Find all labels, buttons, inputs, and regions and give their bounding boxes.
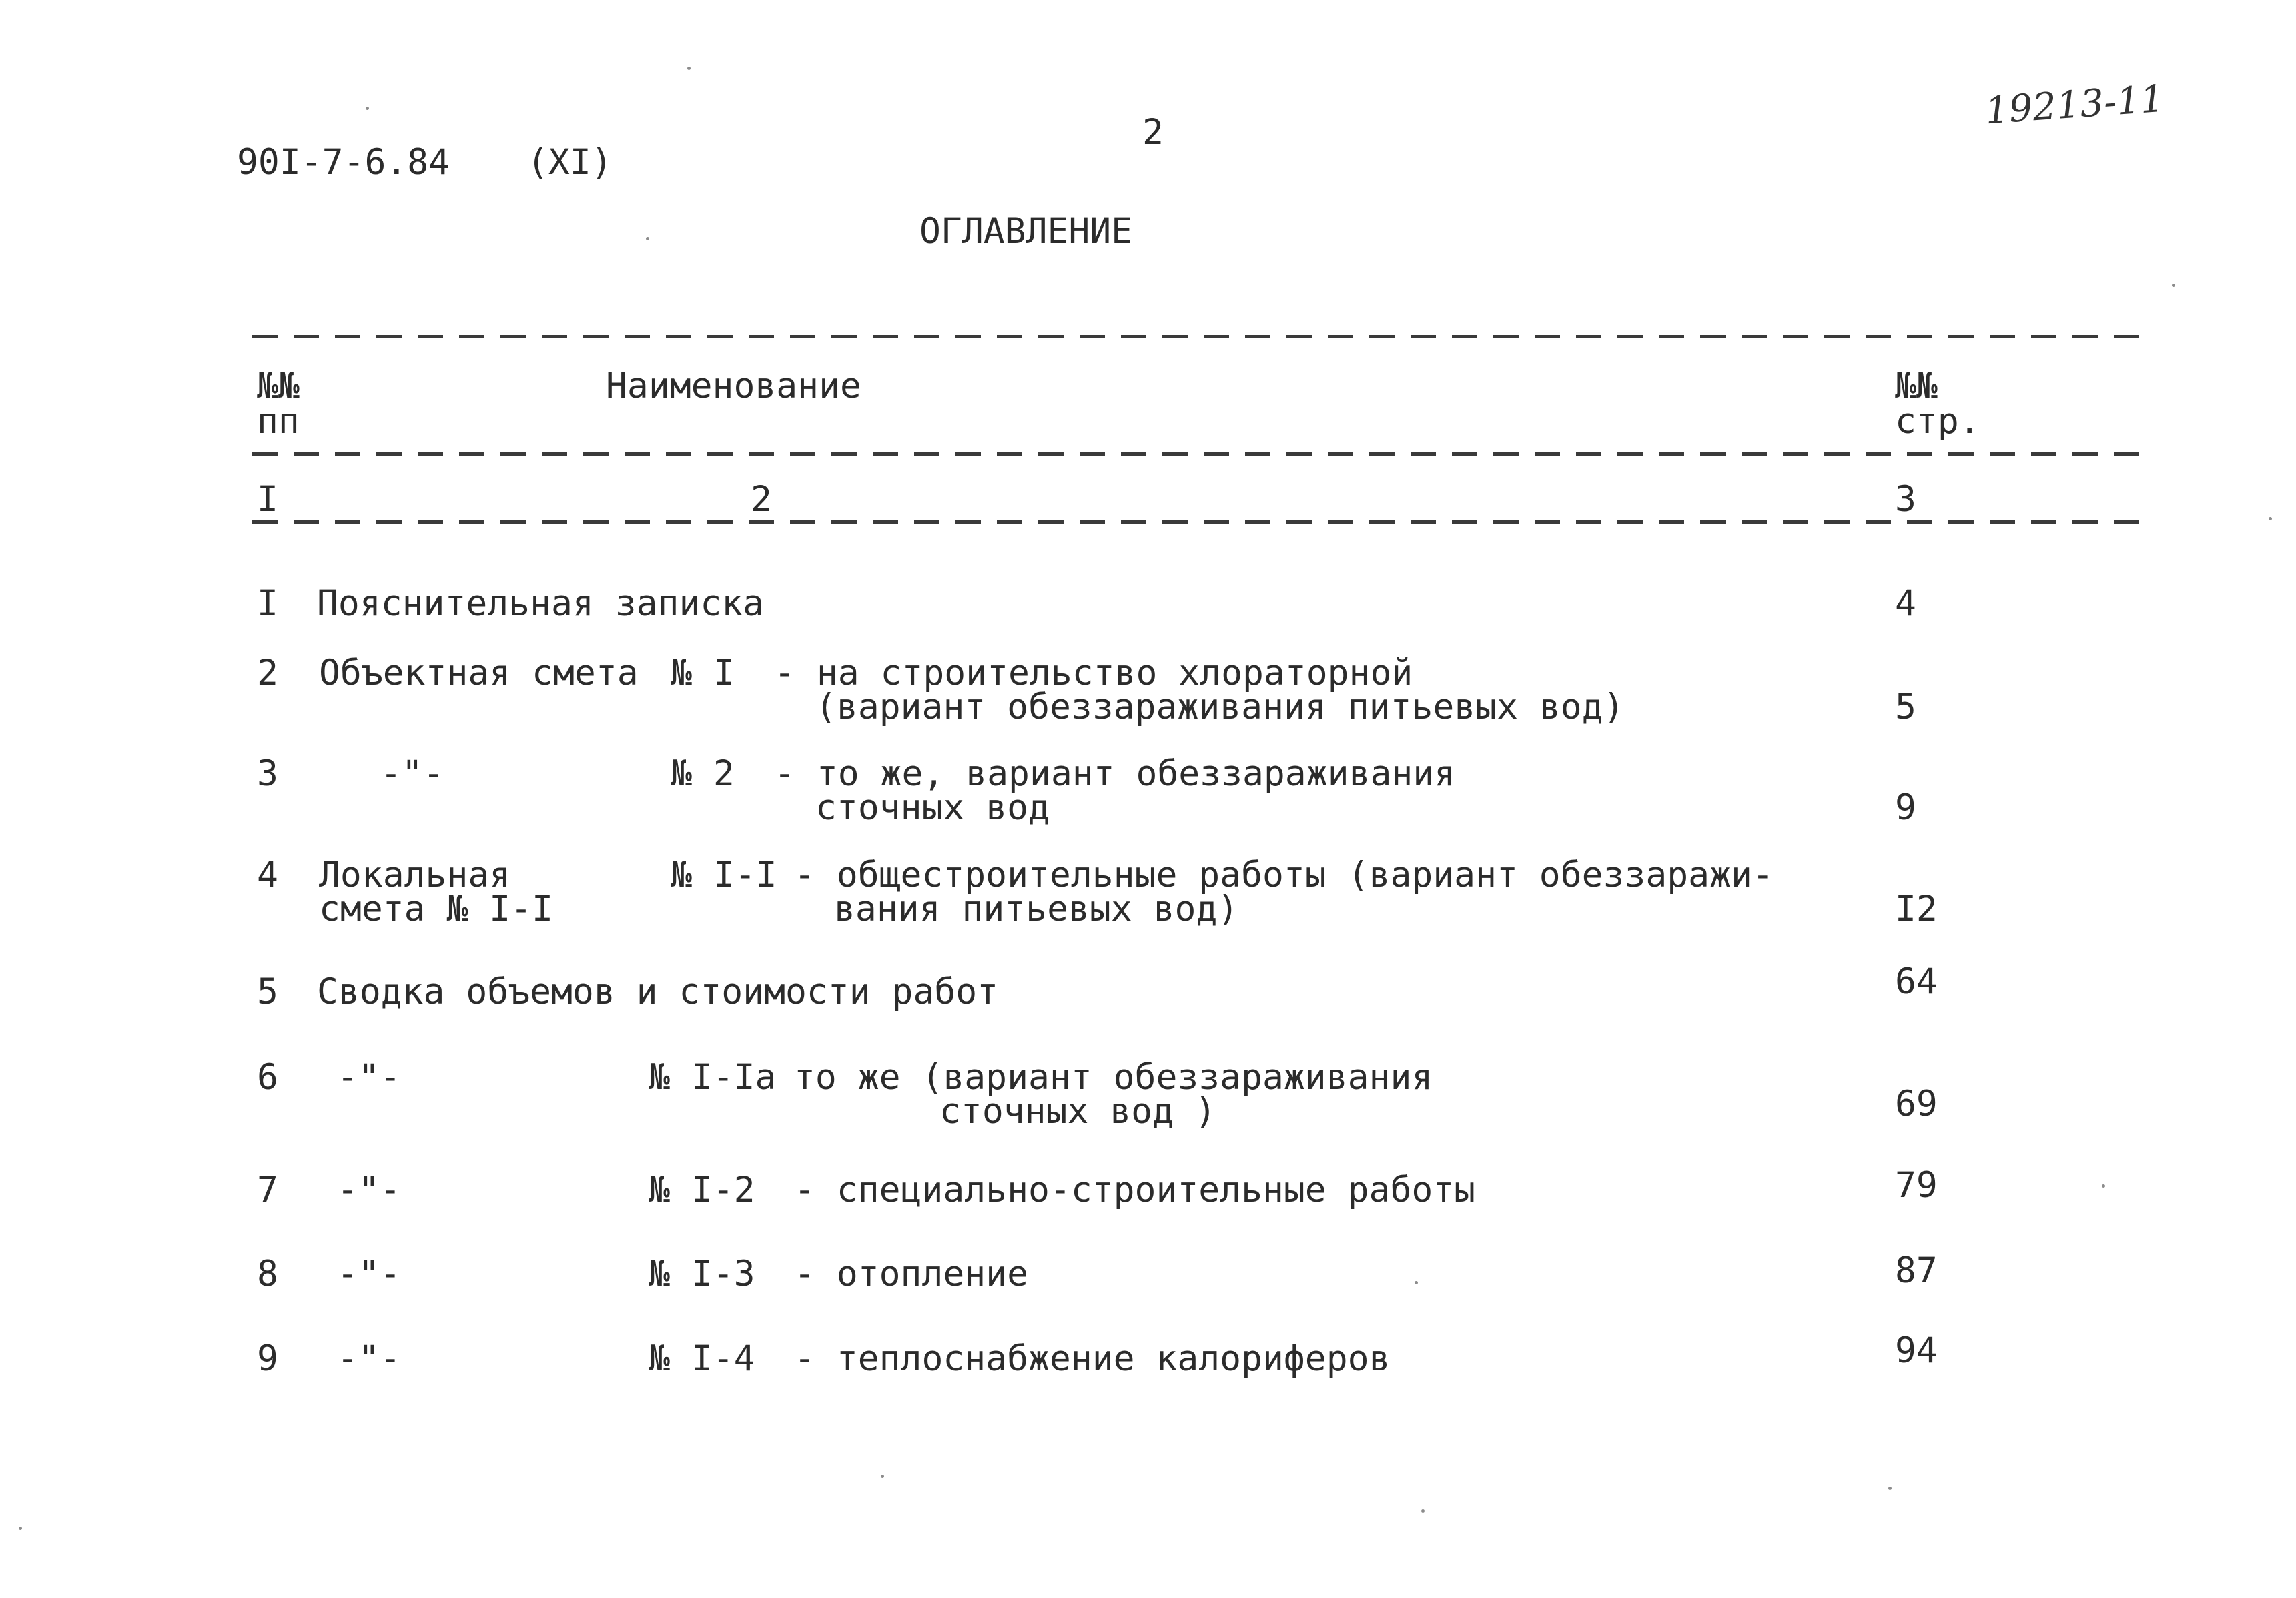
handwritten-sheet-number: 19213-11 [1984, 77, 2166, 133]
entry-description-line1: - общестроительные работы (вариант обеззаражи- [794, 855, 1774, 895]
entry-code: № I-I [671, 855, 777, 895]
column-number-rule [252, 520, 2151, 524]
entry-page: 9 [1895, 787, 1916, 828]
entry-number: 8 [257, 1254, 278, 1294]
entry-code: № I-4 [649, 1338, 755, 1379]
scan-speck [2269, 517, 2272, 520]
entry-title: -"- [337, 1057, 401, 1098]
entry-number: 9 [257, 1338, 278, 1379]
column-number-3: 3 [1895, 479, 1916, 520]
entry-number: 6 [257, 1057, 278, 1098]
page-title: ОГЛАВЛЕНИЕ [919, 211, 1133, 252]
entry-description-line1: то же (вариант обеззараживания [794, 1057, 1433, 1098]
scan-speck [1888, 1487, 1892, 1490]
entry-description-line2: сточных вод [815, 787, 1050, 828]
entry-code: № I-Iа [649, 1057, 777, 1098]
entry-title: -"- [337, 1170, 401, 1210]
entry-number: 5 [257, 971, 278, 1012]
scan-speck [2172, 284, 2175, 287]
entry-title: -"- [337, 1254, 401, 1294]
entry-number: I [257, 583, 278, 624]
scan-speck [1421, 1509, 1425, 1513]
entry-description-line2: (вариант обеззараживания питьевых вод) [815, 687, 1625, 727]
entry-code: № I-2 [649, 1170, 755, 1210]
entry-title: Локальная [319, 855, 511, 895]
table-header-rule [252, 452, 2151, 456]
column-number-1: I [257, 479, 278, 520]
entry-page: 5 [1895, 687, 1916, 727]
album-number: (XI) [527, 142, 613, 183]
entry-description-line1: - на строительство хлораторной [774, 653, 1413, 693]
entry-title: -"- [380, 753, 444, 794]
scan-speck [366, 107, 369, 110]
entry-page: 4 [1895, 583, 1916, 624]
column-number-2: 2 [751, 479, 772, 520]
entry-number: 7 [257, 1170, 278, 1210]
entry-page: 94 [1895, 1330, 1938, 1371]
entry-code: № I-3 [649, 1254, 755, 1294]
column-header-num-line1: №№ [257, 366, 300, 406]
scan-speck [881, 1475, 884, 1478]
scan-speck [2102, 1184, 2105, 1188]
entry-code: № I [671, 653, 735, 693]
column-header-num-line2: пп [257, 401, 300, 442]
page-number: 2 [1142, 112, 1164, 153]
entry-title: -"- [337, 1338, 401, 1379]
entry-page: 79 [1895, 1165, 1938, 1206]
entry-description-line2: сточных вод ) [939, 1091, 1216, 1132]
entry-title-line2: смета № I-I [319, 889, 553, 929]
entry-number: 3 [257, 753, 278, 794]
document-code: 90I-7-6.84 [237, 142, 450, 183]
entry-page: 64 [1895, 961, 1938, 1002]
entry-description-line1: - отопление [794, 1254, 1028, 1294]
entry-title: Объектная смета [319, 653, 639, 693]
scan-speck [19, 1527, 22, 1530]
entry-number: 4 [257, 855, 278, 895]
entry-title: Сводка объемов и стоимости работ [317, 971, 999, 1012]
entry-page: 87 [1895, 1250, 1938, 1291]
table-top-rule [252, 335, 2151, 338]
entry-code: № 2 [671, 753, 735, 794]
column-header-page-line1: №№ [1895, 366, 1938, 406]
entry-page: 69 [1895, 1084, 1938, 1124]
entry-description-line2: вания питьевых вод) [834, 889, 1239, 929]
entry-number: 2 [257, 653, 278, 693]
column-header-name: Наименование [606, 366, 861, 406]
entry-page: I2 [1895, 889, 1938, 929]
scan-speck [646, 237, 649, 240]
entry-description-line1: - то же, вариант обеззараживания [774, 753, 1456, 794]
scan-speck [687, 67, 691, 70]
entry-description-line1: - теплоснабжение калориферов [794, 1338, 1391, 1379]
entry-title: Пояснительная записка [317, 583, 765, 624]
entry-description-line1: - специально-строительные работы [794, 1170, 1476, 1210]
column-header-page-line2: стр. [1895, 401, 1980, 442]
scan-speck [1415, 1281, 1418, 1284]
